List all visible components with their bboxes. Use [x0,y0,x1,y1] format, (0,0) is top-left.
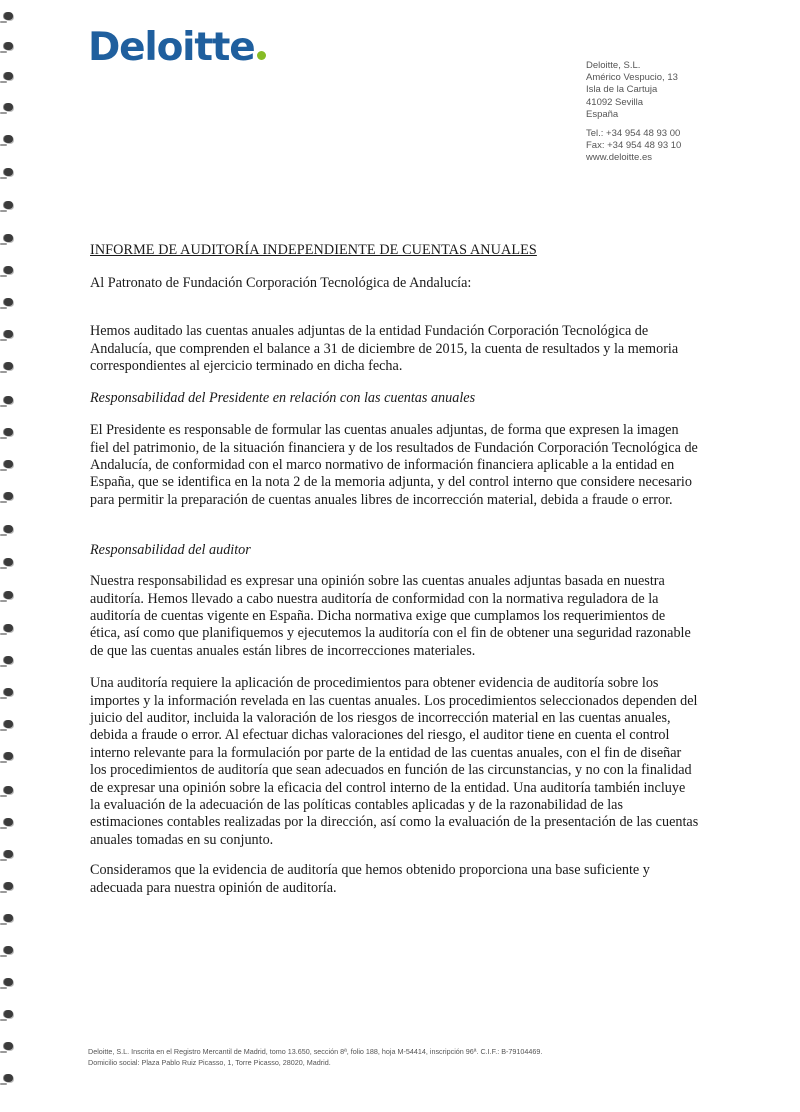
company-address [586,60,786,165]
footer-registry-line: Deloitte, S.L. Inscrita en el Registro Mercantil de Madrid, tomo 13.650, sección 8ª, folio 188, hoja M-54414, inscripción 96ª. C.I.F.: B-79104469. [88,1047,543,1056]
auditor-paragraph: Una auditoría requiere la aplicación de procedimientos para obtener evidencia de auditoría sobre los importes y la información revelada en las cuentas anuales. Los procedimientos seleccionados dependen del juicio del auditor, incluida la valoración de los riesgos de incorrección material en las cuentas anuales, debida a fraude o error. Al efectuar dichas valoraciones del riesgo, el auditor tiene en cuenta el control interno relevante para la formulación por parte de la entidad de las cuentas anuales, con el fin de diseñar los procedimientos de auditoría que sean adecuados en función de las circunstancias, y no con la finalidad de expresar una opinión sobre la eficacia del control interno de la entidad. Una auditoría también incluye la evaluación de la adecuación de las políticas contables aplicadas y de la razonabilidad de las estimaciones contables realizadas por la dirección, así como la evaluación de la presentación de las cuentas anuales tomadas en su conjunto. [90,675,699,848]
phone-line: Tel.: +34 954 48 93 00 [586,128,681,140]
salutation: Al Patronato de Fundación Corporación Tecnológica de Andalucía: [90,275,472,291]
fax-line: Fax: +34 954 48 93 10 [586,140,682,152]
president-paragraph: El Presidente es responsable de formular las cuentas anuales adjuntas, de forma que expresen la imagen fiel del patrimonio, de la situación financiera y de los resultados de Fundación Corporación Tecnológica de Andalucía, de conformidad con el marco normativo de información financiera aplicable a la entidad en España, que se identifica en la nota 2 de la memoria adjunta, y del control interno que considere necesario para permitir la preparación de cuentas anuales libres de incorrección material, debida a fraude o error. [90,422,698,508]
intro-paragraph: Hemos auditado las cuentas anuales adjuntas de la entidad Fundación Corporación Tecnológica de Andalucía, que comprenden el balance a 31 de diciembre de 2015, la cuenta de resultados y la memoria correspondientes al ejercicio terminado en dicha fecha. [90,323,679,374]
address-line: España [586,108,619,120]
logo-dot [257,51,266,60]
auditor-paragraph: Nuestra responsabilidad es expresar una opinión sobre las cuentas anuales adjuntas basada en nuestra auditoría. Hemos llevado a cabo nuestra auditoría de conformidad con la normativa reguladora de la auditoría de cuentas vigente en España. Dicha normativa exige que cumplamos los requerimientos de ética, así como que planifiquemos y ejecutemos la auditoría con el fin de obtener una seguridad razonable de que las cuentas anuales están libres de incorrecciones materiales. [90,573,691,659]
footer [88,1047,542,1068]
website-line: www.deloitte.es [586,152,653,164]
footer-address-line: Domicilio social: Plaza Pablo Ruiz Picasso, 1, Torre Picasso, 28020, Madrid. [88,1057,331,1067]
logo-text: Deloitte [88,25,255,70]
report-title: INFORME DE AUDITORÍA INDEPENDIENTE DE CUENTAS ANUALES [90,242,537,258]
address-line: 41092 Sevilla [586,96,644,108]
auditor-paragraph: Consideramos que la evidencia de auditoría que hemos obtenido proporciona una base suficiente y adecuada para nuestra opinión de auditoría. [90,862,650,896]
section-heading-auditor: Responsabilidad del auditor [90,542,251,559]
binding-holes [0,0,20,1112]
address-line: Isla de la Cartuja [586,84,658,96]
address-line: Deloitte, S.L. [586,60,641,71]
section-heading-president: Responsabilidad del Presidente en relación con las cuentas anuales [90,390,476,407]
address-line: Américo Vespucio, 13 [586,72,678,84]
deloitte-logo [88,25,266,70]
